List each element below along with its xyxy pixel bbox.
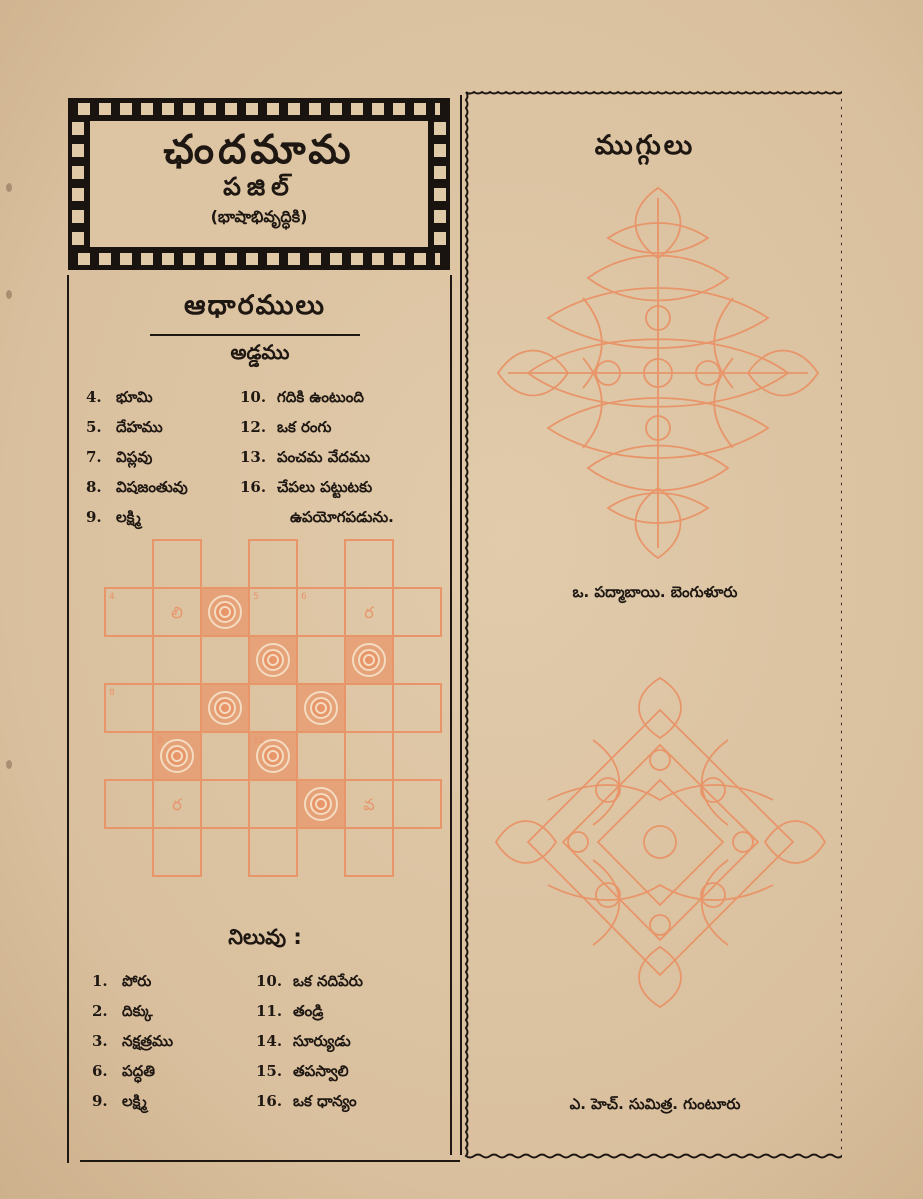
grid-number: 4 bbox=[109, 592, 115, 602]
left-panel-border-bottom bbox=[80, 1160, 460, 1162]
grid-cell bbox=[153, 636, 201, 684]
blocked-cell bbox=[297, 780, 345, 828]
clue-item bbox=[240, 442, 372, 472]
blocked-cell bbox=[201, 588, 249, 636]
clue-number: 13. bbox=[240, 448, 267, 466]
grid-cell bbox=[345, 540, 393, 588]
clue-item bbox=[256, 1026, 363, 1056]
left-panel-border-right bbox=[450, 275, 452, 1155]
clue-text: నక్షత్రము bbox=[122, 1032, 174, 1050]
punch-hole bbox=[6, 290, 12, 299]
clue-number: 7. bbox=[86, 448, 102, 466]
clue-item bbox=[92, 1056, 173, 1086]
kolam-2-strokes bbox=[496, 678, 825, 1007]
grid-number: 12 bbox=[253, 736, 265, 746]
muggulu-title: ముగ్గులు bbox=[594, 130, 696, 161]
clue-number: 1. bbox=[92, 972, 108, 990]
clue-number: 2. bbox=[92, 1002, 108, 1020]
kolam-1-strokes bbox=[498, 188, 818, 558]
grid-blocked-cells bbox=[153, 588, 393, 828]
grid-cell bbox=[153, 684, 201, 732]
clues-heading bbox=[150, 290, 360, 328]
kolam-design-2 bbox=[488, 670, 833, 1015]
clue-number: 9. bbox=[86, 508, 102, 526]
grid-number: 8 bbox=[109, 688, 115, 698]
clue-text: గదికి ఉంటుంది bbox=[277, 388, 364, 406]
grid-cell bbox=[153, 540, 201, 588]
grid-cell bbox=[393, 588, 441, 636]
film-border-left bbox=[72, 122, 84, 246]
clue-text: పోరు bbox=[122, 972, 152, 990]
blocked-cell bbox=[345, 636, 393, 684]
crossword-grid bbox=[100, 535, 445, 880]
clue-item bbox=[92, 996, 173, 1026]
clue-item bbox=[240, 412, 372, 442]
grid-letter: ర bbox=[172, 795, 182, 814]
clue-text: విషజంతువు bbox=[116, 478, 188, 496]
clue-item bbox=[86, 382, 188, 412]
grid-cell bbox=[249, 828, 297, 876]
clue-item bbox=[256, 996, 363, 1026]
punch-hole bbox=[6, 183, 12, 192]
clue-item bbox=[256, 966, 363, 996]
grid-number: 9 bbox=[157, 736, 163, 746]
film-border-bottom bbox=[78, 253, 440, 265]
clue-item bbox=[92, 1086, 173, 1116]
puzzle-title-box bbox=[68, 98, 450, 270]
left-panel-border-left bbox=[67, 275, 69, 1163]
clue-text: లక్ష్మి bbox=[116, 508, 141, 526]
kolam-1-credit: ఒ. పద్మాబాయి. బెంగుళూరు bbox=[572, 583, 738, 601]
grid-letter: ర bbox=[364, 603, 374, 622]
title-panel bbox=[90, 121, 428, 247]
clue-item bbox=[92, 966, 173, 996]
kolam-2-credit: ఎ. హెచ్. సుమిత్ర. గుంటూరు bbox=[569, 1095, 741, 1113]
clue-number: 11. bbox=[256, 1002, 283, 1020]
blocked-cell bbox=[297, 684, 345, 732]
puzzle-label: పజిల్ bbox=[223, 172, 295, 201]
down-heading: నిలువు : bbox=[228, 925, 302, 949]
clue-text: ఒక రంగు bbox=[277, 418, 332, 436]
punch-hole bbox=[6, 760, 12, 769]
clue-item bbox=[240, 382, 372, 412]
grid-letter: లి bbox=[171, 603, 183, 622]
grid-cell bbox=[249, 540, 297, 588]
clue-number: 14. bbox=[256, 1032, 283, 1050]
clue-text: ఒక నదిపేరు bbox=[293, 972, 363, 990]
clue-number: 6. bbox=[92, 1062, 108, 1080]
grid-cell bbox=[153, 828, 201, 876]
clue-text: పంచమ వేదము bbox=[277, 448, 371, 466]
clue-number: 15. bbox=[256, 1062, 283, 1080]
blocked-cell bbox=[249, 636, 297, 684]
grid-cell bbox=[345, 684, 393, 732]
across-clues-right bbox=[240, 382, 372, 502]
clue-number: 10. bbox=[240, 388, 267, 406]
grid-cells bbox=[105, 540, 441, 876]
clue-text: లక్ష్మి bbox=[122, 1092, 147, 1110]
clue-text: సూర్యుడు bbox=[293, 1032, 351, 1050]
clue-item bbox=[92, 1026, 173, 1056]
film-border-right bbox=[434, 122, 446, 246]
clue-text: విప్లవు bbox=[116, 448, 153, 466]
clues-heading-underline bbox=[150, 334, 360, 336]
across-clues-left bbox=[86, 382, 188, 532]
clue-number: 8. bbox=[86, 478, 102, 496]
clue-text: దిక్కు bbox=[122, 1002, 153, 1020]
clue-number: 3. bbox=[92, 1032, 108, 1050]
grid-cell bbox=[249, 780, 297, 828]
clue-number: 9. bbox=[92, 1092, 108, 1110]
down-clues-right bbox=[256, 966, 363, 1116]
clue-number: 16. bbox=[240, 478, 267, 496]
clue-continuation: ఉపయోగపడును. bbox=[290, 508, 394, 526]
grid-cell bbox=[345, 732, 393, 780]
grid-cell bbox=[105, 780, 153, 828]
clue-text: చేపలు పట్టుటకు bbox=[277, 478, 373, 496]
across-heading: అడ్డము bbox=[230, 340, 290, 364]
clues-heading-text: ఆధారములు bbox=[183, 290, 327, 321]
grid-number: 6 bbox=[301, 592, 307, 602]
clue-number: 10. bbox=[256, 972, 283, 990]
clue-text: పద్ధతి bbox=[122, 1062, 155, 1080]
clue-number: 16. bbox=[256, 1092, 283, 1110]
grid-cell bbox=[345, 828, 393, 876]
film-border-top bbox=[78, 103, 440, 115]
grid-cell bbox=[249, 684, 297, 732]
clue-number: 5. bbox=[86, 418, 102, 436]
clue-item bbox=[240, 472, 372, 502]
clue-text: భూమి bbox=[116, 388, 153, 406]
clue-text: దేహము bbox=[116, 418, 163, 436]
grid-cell bbox=[393, 684, 441, 732]
puzzle-subtitle: (భాషాభివృద్ధికి) bbox=[210, 207, 308, 226]
clue-item bbox=[256, 1086, 363, 1116]
clue-text: తండ్రి bbox=[293, 1002, 324, 1020]
grid-letter: వ bbox=[363, 795, 375, 814]
clue-number: 4. bbox=[86, 388, 102, 406]
clue-item bbox=[86, 442, 188, 472]
clue-text: తపస్వాలి bbox=[293, 1062, 349, 1080]
down-clues-left bbox=[92, 966, 173, 1116]
clue-number: 12. bbox=[240, 418, 267, 436]
grid-number: 5 bbox=[253, 592, 259, 602]
clue-item bbox=[86, 412, 188, 442]
clue-item bbox=[86, 502, 188, 532]
grid-cell bbox=[201, 780, 249, 828]
magazine-title: ఛందమామ bbox=[163, 127, 355, 173]
grid-cell bbox=[393, 780, 441, 828]
blocked-cell bbox=[201, 684, 249, 732]
clue-item bbox=[256, 1056, 363, 1086]
clue-text: ఒక ధాన్యం bbox=[293, 1092, 357, 1110]
clue-item bbox=[86, 472, 188, 502]
kolam-design-1 bbox=[488, 178, 828, 568]
